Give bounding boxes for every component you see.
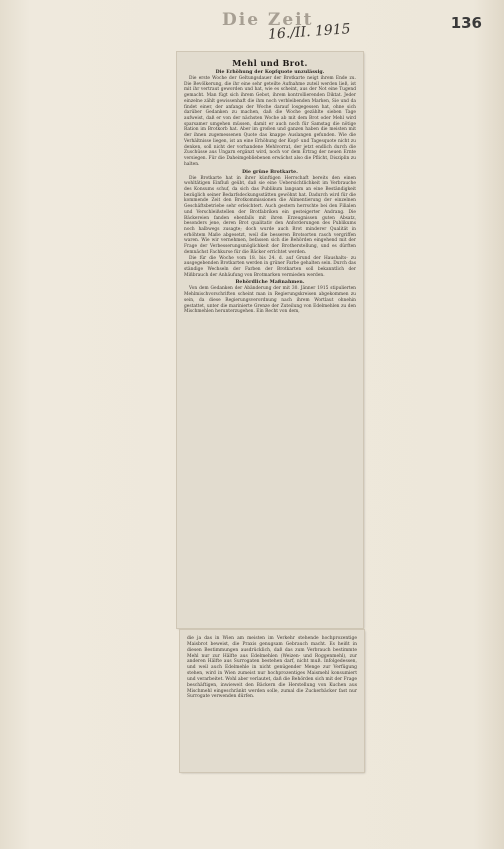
- article-continuation: die ja das in Wien am meisten im Verkehr stehende hochprozentige Maisbrot beweist, die Praxis genugsam Gebrauch macht. Es heißt in diesen Bestimmungen ausdrücklich, daß das zum Verbrauch bestimmte Mehl nur zur Hälfte aus Edelmehlen (Weizen- und Roggenmehl), zur anderen Hälfte aus Surrogaten bestehen darf, nicht muß. Infolgedessen, und weil auch Edelmehle in nicht genügender Menge zur Verfügung stehen, wird in Wien zumeist nur hochprozentiges Maismehl konsumiert und verarbeitet. Wohl aber verlautet, daß die Behörden sich mit der Frage beschäftigen, inwieweit den Bäckern die Herstellung von Kuchen aus Mischmehl eingeschränkt werden solle, zumal die Zuckerbäcker fast nur Surrogate verwenden dürfen.: [187, 636, 357, 700]
- article-paragraph: Von dem Gedanken der Abänderung der mit 30. Jänner 1915 stipulierten Mehlmischvorschriften scheint man in Regierungskreisen abgekommen zu sein, da diese Regierungsverordnung nach ihrem Wortlaut ohnehin gestattet, unter die marinierte Grenze der Zuteilung von Edelmehlen zu den Mischmehlen herunterzugehen. Ein Recht von dem,: [184, 286, 356, 315]
- article-paragraph: Die für die Woche vom 18. bis 24. d. auf Grund der Haushalts- zu ausgegebenden Brotkarten werden in grüner Farbe gehalten sein. Durch das ständige Wechseln der Farben der Brotkarten soll bekanntlich der Mißbrauch der Anhäufung von Brotmarken vermieden werden.: [184, 255, 356, 278]
- article-paragraph: Die erste Woche der Geltungsdauer der Brotkarte neigt ihrem Ende zu. Die Bevölkerung, die ihr eine sehr geteilte Aufnahme zuteil werden ließ, ist mit ihr vertraut geworden und hat, wie es scheint, aus der Not eine Tugend gemacht. Man fügt sich ihrem Gebot, ihrem kontrollierenden Diktat. Jeder einzelne zählt gewissenhaft die ihm noch verbleibenden Marken, Sie und da findet einer, der anfangs der Woche darauf losgegessen hat, ohne sich darüber Gedanken zu machen, daß die Woche gezählte sieben Tage aufweist, daß er von der nächsten Woche ab mit dem Brot oder Mehl wird sparsamer umgehen müssen, damit er auch noch für Samstag die nötige Ration im Brotkorb hat. Aber im großen und ganzen haben die meisten mit der ihnen zugemessenen Quote das knappe Auslangen gefunden. Wie die Verhältnisse liegen, ist an eine Erhöhung der Kopf- und Tagesquote nicht zu denken, soll nicht der vorhandene Mehlvorrat, der jetzt endlich durch die Zuschüsse aus Ungarn ergänzt wird, noch vor dem Ertrag der neuen Ernte versiegen. Für die Daheimgebliebenen erwächst also die Pflicht, Disziplin zu halten.: [184, 76, 356, 167]
- newspaper-source: Die Zeit: [222, 10, 314, 30]
- article-subhead: Behördliche Maßnahmen.: [235, 280, 305, 286]
- page-number: 136: [450, 14, 482, 32]
- handwritten-date: 16./II. 1915: [267, 21, 352, 43]
- article-title: Mehl und Brot.: [232, 58, 308, 68]
- newspaper-clipping-main: [177, 52, 363, 628]
- article-subhead: Die grüne Brotkarte.: [242, 169, 298, 175]
- article-paragraph: Die Brotkarte hat in ihrer künftigen Herrschaft bereits den einen wohltätigen Einfluß geübt, daß sie eine Uebersichtlichkeit im Verbrauche des Konsums schuf, da sich das Publikum langsam an eine Beständigkeit bezüglich seiner Bedarfsdeckungsstätten gewöhnt hat. Dadurch wird für die kommende Zeit den Brotkommissionen die Alimentierung der einzelnen Geschäftsbetriebe sehr erleichtert. Auch gestern herrschte bei den Filialen und Verschleißstellen der Brotfabriken ein gesteigerter Andrang. Die Bäckereien fanden ebenfalls mit ihren Erzeugnissen guten Absatz, besonders jene, deren Brot qualitativ den Anforderungen des Publikums noch halbwegs zusagte; doch wurde auch Brot minderer Qualität in erhöhtem Maße abgesetzt, weil die besseren Brotsorten rasch vergriffen waren. Wie wir vernehmen, befassen sich die Behörden eingehend mit der Frage der Verbesserungsmöglichkeit der Brotherstellung, und es dürften demnächst Fachkurse für die Bäcker errichtet werden.: [184, 175, 356, 255]
- newspaper-clipping-continuation: [180, 630, 364, 772]
- article-subhead: Die Erhöhung der Kopfquote unzulässig.: [215, 70, 325, 75]
